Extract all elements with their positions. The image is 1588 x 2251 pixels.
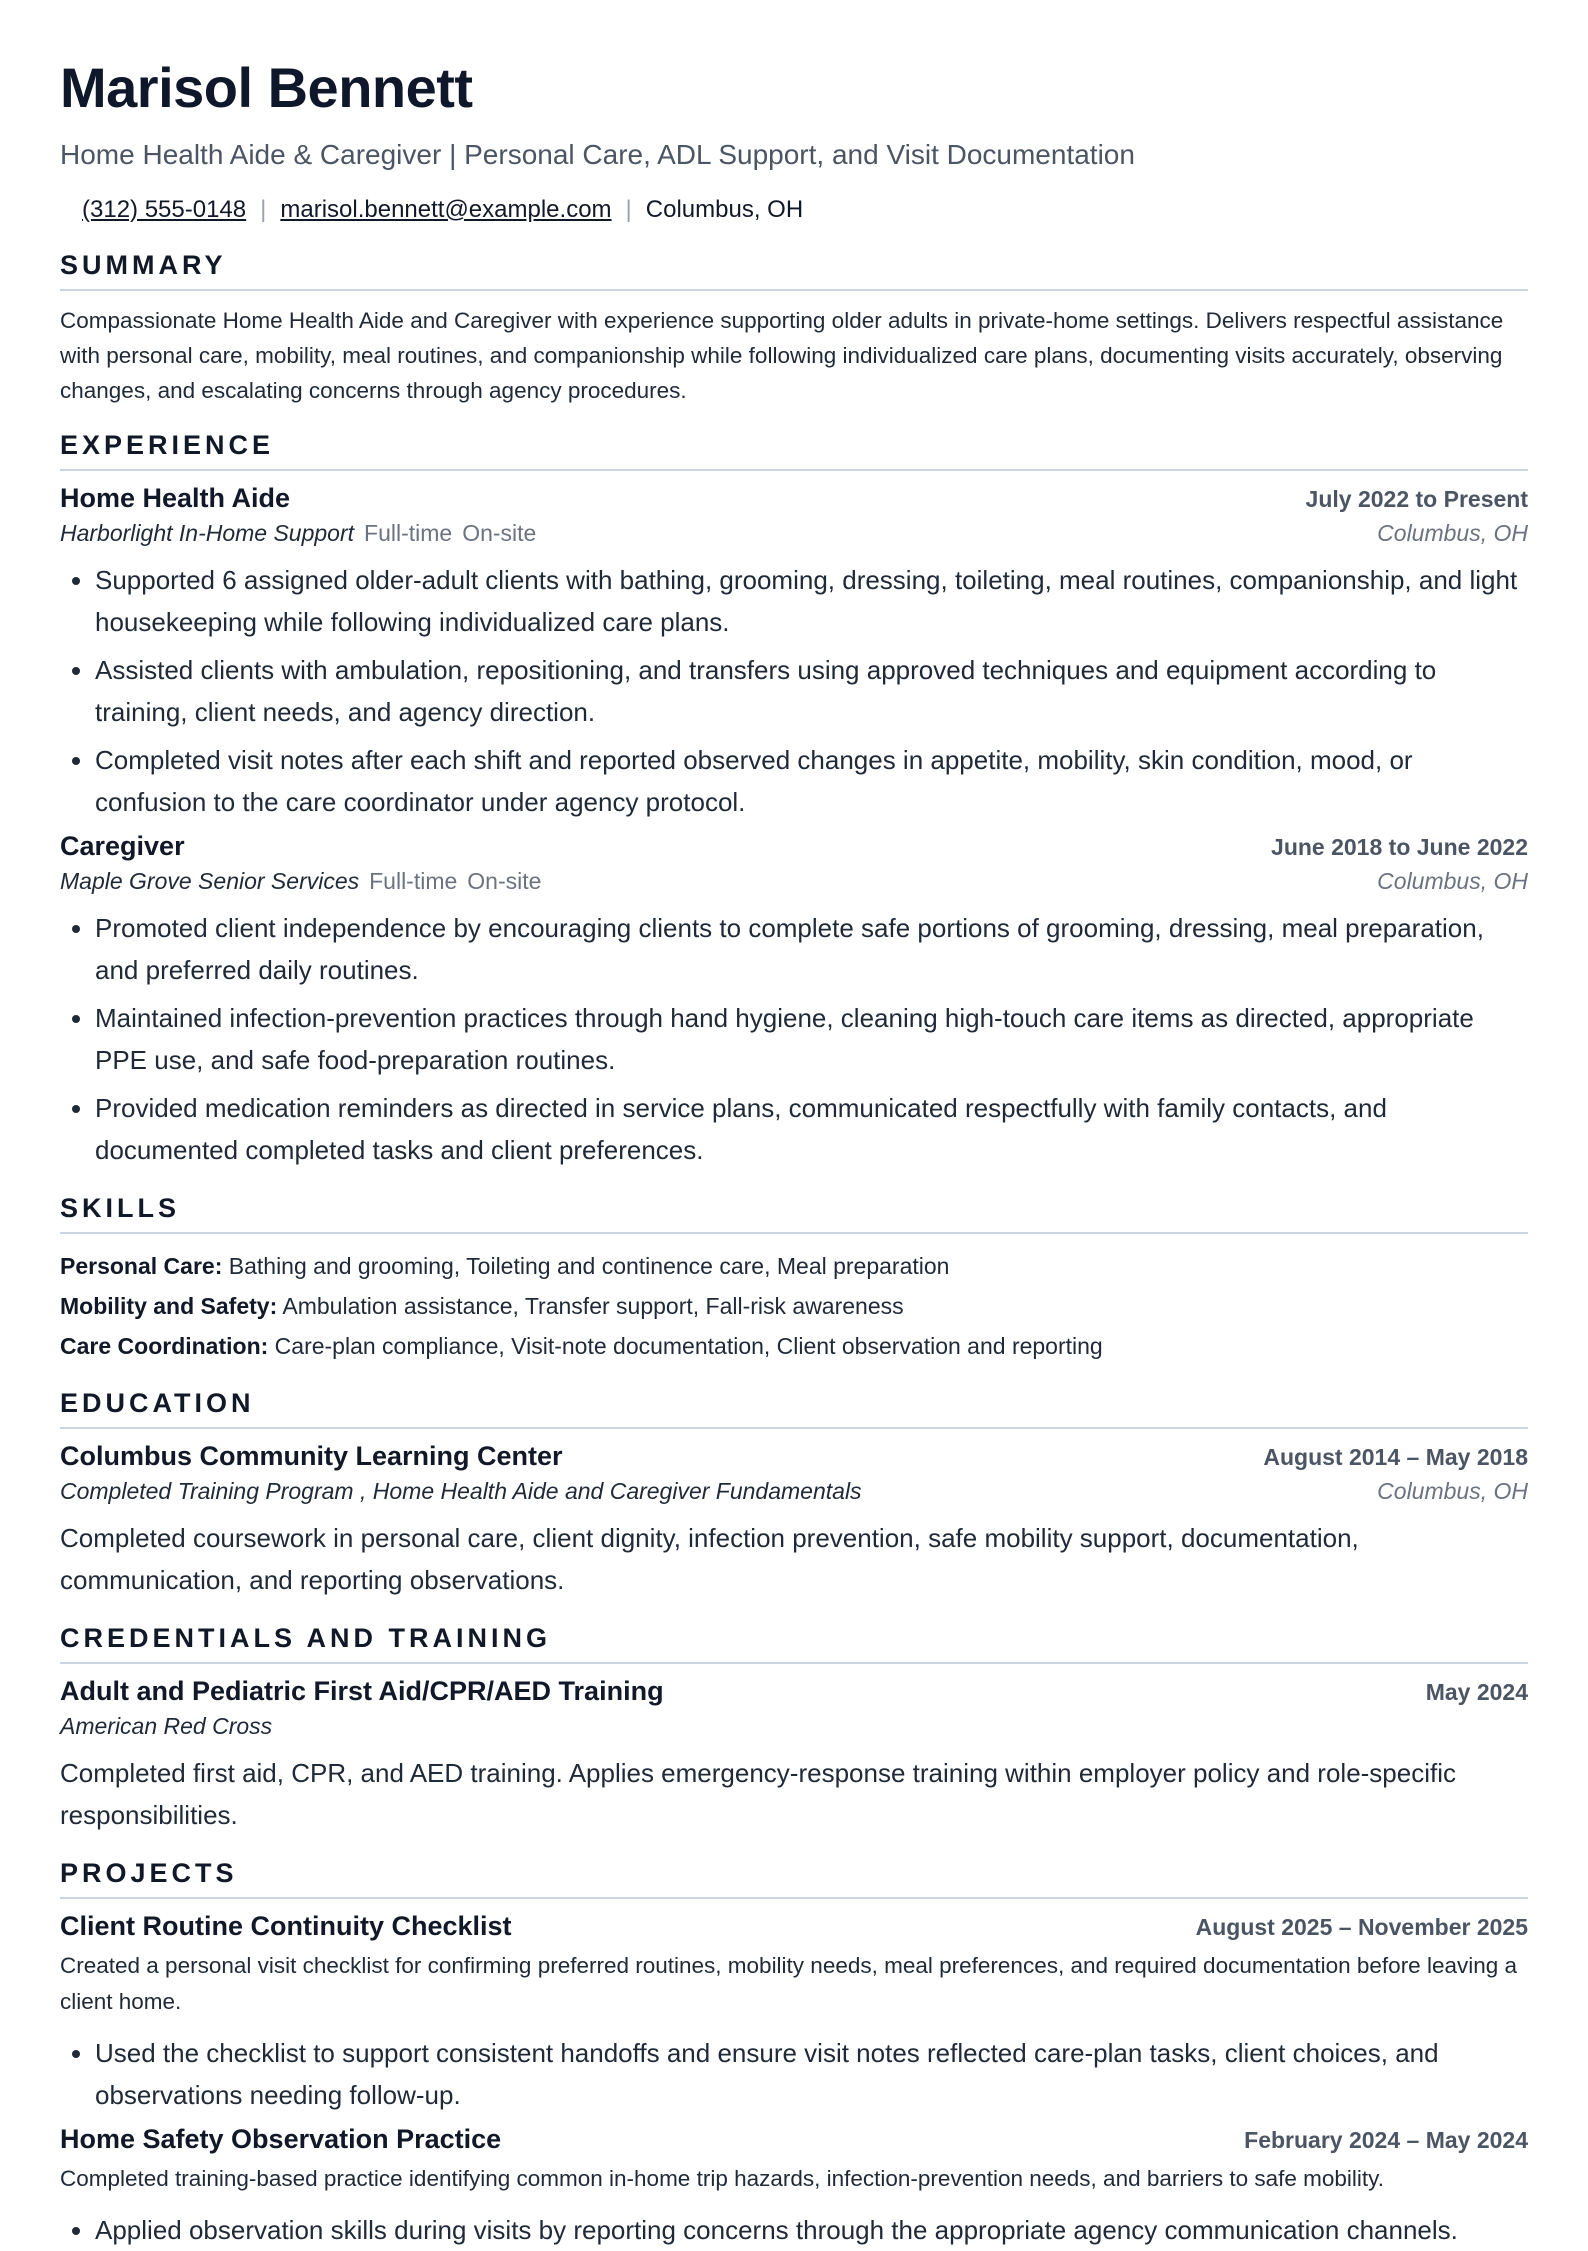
education-section — [60, 1388, 1528, 1601]
project-entry — [60, 1911, 1528, 2116]
credential-date: May 2024 — [1425, 1678, 1528, 1705]
job-bullets — [60, 907, 1528, 1171]
education-location: Columbus, OH — [1377, 1477, 1528, 1504]
section-title-summary: SUMMARY — [60, 250, 1528, 291]
skill-group — [60, 1286, 1528, 1326]
job-type: Full-time — [369, 867, 458, 894]
list-item: • Used the checklist to support consistent handoffs and ensure visit notes reflected care-plan tasks, client choices, and observations needing follow-up. — [95, 2032, 1528, 2116]
education-dates: August 2014 – May 2018 — [1263, 1443, 1528, 1470]
job-location: Columbus, OH — [1377, 867, 1528, 894]
credentials-section — [60, 1623, 1528, 1836]
credential-description: Completed first aid, CPR, and AED training. Applies emergency-response training within employer policy and role-specific responsibilities. — [60, 1757, 1457, 1830]
project-bullets — [60, 2032, 1528, 2116]
job-setting: On-site — [462, 519, 537, 546]
program-name: Completed Training Program , Home Health Aide and Caregiver Fundamentals — [60, 1477, 862, 1504]
list-item: • Maintained infection-prevention practices through hand hygiene, cleaning high-touch care items as directed, appropriate PPE use, and safe food-preparation routines. — [95, 997, 1528, 1081]
school-name: Columbus Community Learning Center — [60, 1440, 563, 1471]
summary-section — [60, 250, 1528, 408]
headline: Home Health Aide & Caregiver | Personal Care, ADL Support, and Visit Documentation — [60, 139, 1135, 170]
list-item: • Provided medication reminders as directed in service plans, communicated respectfully with family contacts, and documented completed tasks and client preferences. — [95, 1087, 1528, 1171]
job-dates: July 2022 to Present — [1305, 485, 1528, 512]
email-link[interactable]: marisol.bennett@example.com — [280, 195, 612, 223]
job-role: Caregiver — [60, 830, 185, 861]
contact-location: Columbus, OH — [645, 195, 804, 223]
job-entry — [60, 483, 1528, 823]
section-title-projects: PROJECTS — [60, 1858, 1528, 1899]
contact-line — [60, 196, 1528, 224]
skill-group-label: Personal Care: — [60, 1252, 223, 1279]
project-dates: August 2025 – November 2025 — [1195, 1913, 1528, 1940]
project-description: Completed training-based practice identifying common in-home trip hazards, infection-prevention needs, and barriers to safe mobility. — [60, 2165, 1385, 2191]
education-entry — [60, 1441, 1528, 1601]
list-item: • Applied observation skills during visits by reporting concerns through the appropriate agency communication channels. — [95, 2209, 1528, 2251]
skill-group-label: Mobility and Safety: — [60, 1292, 278, 1319]
job-organization: Maple Grove Senior Services — [60, 867, 360, 894]
credential-issuer: American Red Cross — [60, 1712, 273, 1739]
contact-separator: | — [625, 195, 632, 223]
section-title-experience: EXPERIENCE — [60, 430, 1528, 471]
candidate-name: Marisol Bennett — [60, 56, 473, 119]
summary-text: Compassionate Home Health Aide and Caregiver with experience supporting older adults in private-home settings. Delivers respectful assistance with personal care, mobility, meal routines, and companionship while following individualized care plans, documenting visits accurately, observing changes, and escalating concerns through agency procedures. — [60, 307, 1504, 403]
job-role: Home Health Aide — [60, 482, 291, 513]
projects-section — [60, 1858, 1528, 2251]
section-title-education: EDUCATION — [60, 1388, 1528, 1429]
experience-section — [60, 430, 1528, 1171]
project-description: Created a personal visit checklist for confirming preferred routines, mobility needs, meal preferences, and required documentation before leaving a client home. — [60, 1952, 1518, 2014]
job-type: Full-time — [364, 519, 453, 546]
list-item: • Completed visit notes after each shift and reported observed changes in appetite, mobility, skin condition, mood, or confusion to the care coordinator under agency protocol. — [95, 739, 1528, 823]
job-organization: Harborlight In-Home Support — [60, 519, 355, 546]
skill-group — [60, 1326, 1528, 1366]
section-title-skills: SKILLS — [60, 1193, 1528, 1234]
project-name: Home Safety Observation Practice — [60, 2123, 502, 2154]
job-entry — [60, 831, 1528, 1171]
list-item: • Assisted clients with ambulation, repositioning, and transfers using approved techniques and equipment according to training, client needs, and agency direction. — [95, 649, 1528, 733]
list-item: • Promoted client independence by encouraging clients to complete safe portions of grooming, dressing, meal preparation, and preferred daily routines. — [95, 907, 1528, 991]
skill-group-label: Care Coordination: — [60, 1332, 269, 1359]
skill-group-items: Ambulation assistance, Transfer support, Fall-risk awareness — [282, 1292, 904, 1319]
project-entry — [60, 2124, 1528, 2251]
job-bullets — [60, 559, 1528, 823]
credential-entry — [60, 1676, 1528, 1836]
project-dates: February 2024 – May 2024 — [1244, 2126, 1528, 2153]
project-name: Client Routine Continuity Checklist — [60, 1910, 512, 1941]
contact-separator: | — [260, 195, 267, 223]
skill-group — [60, 1246, 1528, 1286]
skill-group-items: Bathing and grooming, Toileting and continence care, Meal preparation — [228, 1252, 950, 1279]
phone-link[interactable]: (312) 555-0148 — [82, 195, 247, 223]
credential-name: Adult and Pediatric First Aid/CPR/AED Training — [60, 1675, 664, 1706]
education-description: Completed coursework in personal care, client dignity, infection prevention, safe mobility support, documentation, communication, and reporting observations. — [60, 1522, 1359, 1595]
skill-group-items: Care-plan compliance, Visit-note documentation, Client observation and reporting — [274, 1332, 1103, 1359]
project-bullets — [60, 2209, 1528, 2251]
job-dates: June 2018 to June 2022 — [1271, 833, 1528, 860]
section-title-credentials: CREDENTIALS AND TRAINING — [60, 1623, 1528, 1664]
skills-section — [60, 1193, 1528, 1366]
job-location: Columbus, OH — [1377, 519, 1528, 546]
job-setting: On-site — [467, 867, 542, 894]
list-item: • Supported 6 assigned older-adult clients with bathing, grooming, dressing, toileting, meal routines, companionship, and light housekeeping while following individualized care plans. — [95, 559, 1528, 643]
